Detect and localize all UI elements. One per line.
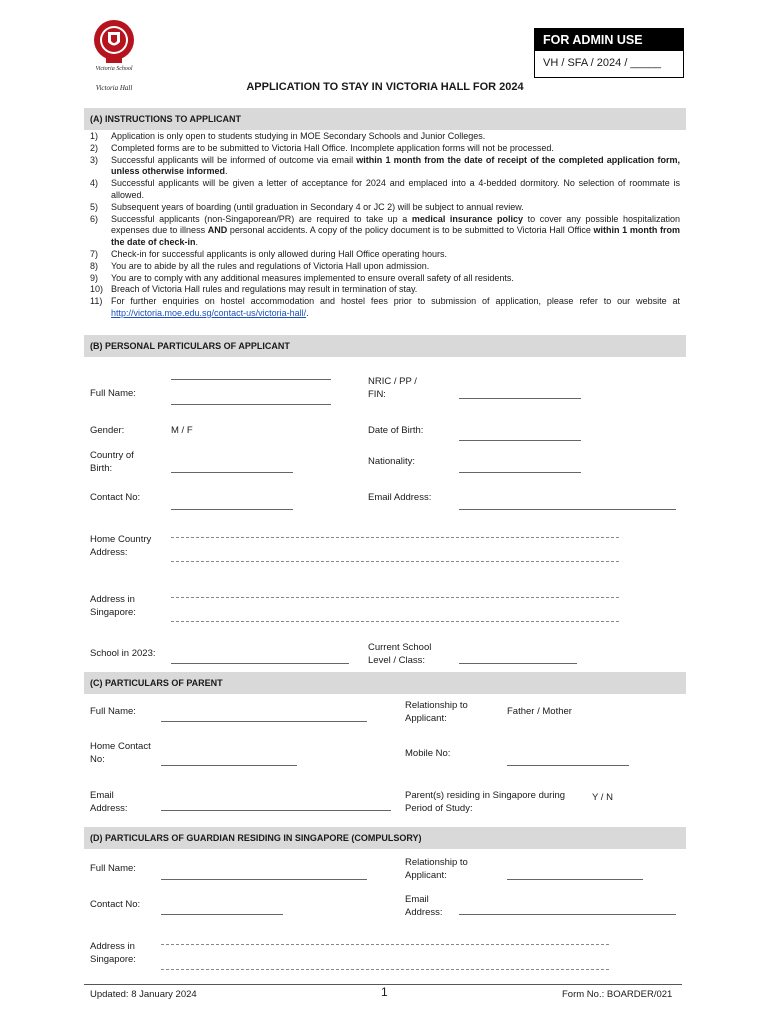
contact-no-label: Contact No:: [90, 492, 141, 503]
hall-name: Victoria Hall: [95, 84, 133, 92]
school-name: Victoria School: [95, 66, 133, 72]
guardian-address-label: Address in Singapore:: [90, 941, 136, 965]
parent-full-name-label: Full Name:: [90, 706, 136, 717]
guardian-contact-field[interactable]: [161, 914, 283, 915]
parent-email-label: Email Address:: [90, 790, 128, 814]
school-2023-field[interactable]: [171, 663, 349, 664]
admin-box-title: FOR ADMIN USE: [535, 29, 683, 51]
list-item: 7) Check-in for successful applicants is only allowed during Hall Office operating hours.: [90, 248, 448, 259]
guardian-email-field[interactable]: [459, 914, 676, 915]
nationality-field[interactable]: [459, 472, 581, 473]
school-2023-label: School in 2023:: [90, 648, 156, 659]
contact-no-field[interactable]: [171, 509, 293, 510]
nric-label: NRIC / PP / FIN:: [368, 376, 417, 400]
email-label: Email Address:: [368, 492, 432, 503]
gender-label: Gender:: [90, 425, 125, 436]
crest-icon: [86, 18, 142, 68]
current-school-label: Current School Level / Class:: [368, 642, 432, 666]
page-number: 1: [381, 985, 388, 999]
form-title: APPLICATION TO STAY IN VICTORIA HALL FOR 2024: [246, 81, 524, 93]
email-field[interactable]: [459, 509, 676, 510]
address-singapore-label: Address in Singapore:: [90, 594, 136, 618]
parent-email-field[interactable]: [161, 810, 391, 811]
list-item: 2) Completed forms are to be submitted to Victoria Hall Office. Incomplete application forms will not be processed.: [90, 142, 554, 153]
guardian-address-field-line1[interactable]: [161, 944, 609, 945]
section-d-header: (D) PARTICULARS OF GUARDIAN RESIDING IN SINGAPORE (COMPULSORY): [84, 827, 686, 849]
list-item: 3) Successful applicants will be informed of outcome via email within 1 month from the date of receipt of the completed application form, unless otherwise informed.: [90, 154, 680, 177]
home-country-address-label: Home Country Address:: [90, 534, 152, 558]
guardian-relationship-field[interactable]: [507, 879, 643, 880]
list-item: 4) Successful applicants will be given a letter of acceptance for 2024 and emplaced into a 4-bedded dormitory. No selection of roommate is allowed.: [90, 178, 680, 200]
nationality-label: Nationality:: [368, 456, 415, 467]
full-name-field-line2[interactable]: [171, 404, 331, 405]
list-item: 6) Successful applicants (non-Singaporean/PR) are required to take up a medical insurance policy to cover any possible hospitalization expenses due to illness AND personal accidents. A copy of the policy document is to be submitted to Victoria Hall Office within 1 month from the date of check-in.: [90, 213, 681, 248]
section-c-header: (C) PARTICULARS OF PARENT: [84, 672, 686, 694]
section-b-header: (B) PERSONAL PARTICULARS OF APPLICANT: [84, 335, 686, 357]
updated-date: Updated: 8 January 2024: [90, 989, 197, 1000]
home-contact-field[interactable]: [161, 765, 297, 766]
admin-ref-field[interactable]: VH / SFA / 2024 / _____: [543, 57, 662, 69]
section-a-header: (A) INSTRUCTIONS TO APPLICANT: [84, 108, 686, 130]
dob-field[interactable]: [459, 440, 581, 441]
sg-address-field-line1[interactable]: [171, 597, 619, 598]
home-address-field-line2[interactable]: [171, 561, 619, 562]
sg-address-field-line2[interactable]: [171, 621, 619, 622]
parent-full-name-field[interactable]: [161, 721, 367, 722]
list-item: 1) Application is only open to students studying in MOE Secondary Schools and Junior Colleges.: [90, 131, 486, 141]
guardian-contact-label: Contact No:: [90, 899, 141, 910]
parent-relationship-label: Relationship to Applicant:: [405, 700, 468, 724]
home-address-field-line1[interactable]: [171, 537, 619, 538]
instructions-list: [90, 131, 680, 320]
mobile-field[interactable]: [507, 765, 629, 766]
list-item: 11) For further enquiries on hostel accommodation and hostel fees prior to submission of application, please refer to our website at http://victoria.moe.edu.sg/contact-us/victoria-hall/.: [90, 296, 680, 318]
country-of-birth-field[interactable]: [171, 472, 293, 473]
list-item: 8) You are to abide by all the rules and regulations of Victoria Hall upon admission.: [90, 260, 430, 271]
list-item: 9) You are to comply with any additional measures implemented to ensure overall safety of all residents.: [90, 272, 514, 283]
mobile-label: Mobile No:: [405, 748, 451, 759]
guardian-relationship-label: Relationship to Applicant:: [405, 857, 468, 881]
guardian-full-name-label: Full Name:: [90, 863, 136, 874]
list-item: 10) Breach of Victoria Hall rules and regulations may result in termination of stay.: [90, 284, 418, 295]
full-name-field-line1[interactable]: [171, 379, 331, 380]
website-link[interactable]: http://victoria.moe.edu.sg/contact-us/victoria-hall/: [111, 307, 307, 318]
gender-options[interactable]: M / F: [171, 425, 193, 436]
list-item: 5) Subsequent years of boarding (until graduation in Secondary 4 or JC 2) will be subject to annual review.: [90, 201, 524, 212]
parent-residing-options[interactable]: Y / N: [592, 792, 613, 803]
country-of-birth-label: Country of Birth:: [90, 450, 134, 474]
dob-label: Date of Birth:: [368, 425, 424, 436]
guardian-email-label: Email Address:: [405, 894, 443, 918]
parent-residing-label: Parent(s) residing in Singapore during Period of Study:: [405, 790, 566, 814]
guardian-full-name-field[interactable]: [161, 879, 367, 880]
guardian-address-field-line2[interactable]: [161, 969, 609, 970]
home-contact-label: Home Contact No:: [90, 741, 151, 765]
form-number: Form No.: BOARDER/021: [562, 989, 673, 1000]
parent-relationship-options[interactable]: Father / Mother: [507, 706, 572, 717]
current-school-field[interactable]: [459, 663, 577, 664]
nric-field[interactable]: [459, 398, 581, 399]
full-name-label: Full Name:: [90, 388, 136, 399]
admin-use-box: [534, 28, 684, 78]
